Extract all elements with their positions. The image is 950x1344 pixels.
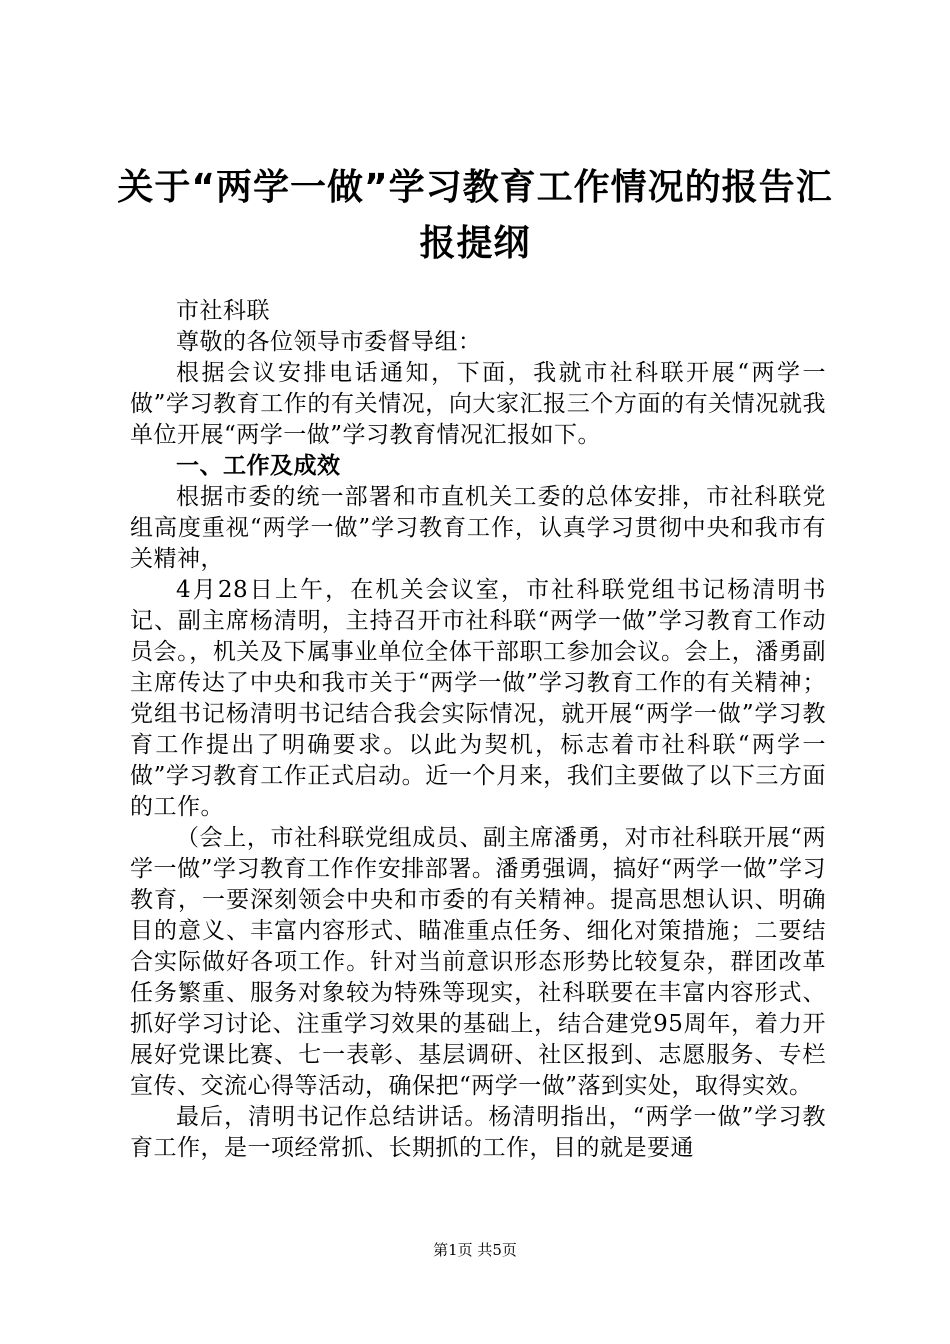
section-heading: 一、工作及成效 — [176, 453, 341, 479]
document-title: 关于“两学一做”学习教育工作情况的报告汇报提纲 — [117, 167, 833, 264]
paragraph: 最后，清明书记作总结讲话。杨清明指出，“两学一做”学习教育工作，是一项经常抓、长期抓的工作，目的就是要通 — [130, 1104, 826, 1161]
paragraph: 根据市委的统一部署和市直机关工委的总体安排，市社科联党组高度重视“两学一做”学习教育工作，认真学习贯彻中央和我市有关精神， — [130, 484, 826, 572]
document-body — [130, 296, 826, 1164]
paragraph: 根据会议安排电话通知，下面，我就市社科联开展“两学一做”学习教育工作的有关情况，向大家汇报三个方面的有关情况就我单位开展“两学一做”学习教育情况汇报如下。 — [130, 360, 826, 448]
salutation: 尊敬的各位领导市委督导组： — [176, 329, 482, 355]
organization-line: 市社科联 — [176, 298, 270, 324]
paragraph: 4月28日上午，在机关会议室，市社科联党组书记杨清明书记、副主席杨清明，主持召开市社科联“两学一做”学习教育工作动员会。，机关及下属事业单位全体干部职工参加会议。会上，潘勇副主席传达了中央和我市关于“两学一做”学习教育工作的有关精神；党组书记杨清明书记结合我会实际情况，就开展“两学一做”学习教育工作提出了明确要求。以此为契机，标志着市社科联“两学一做”学习教育工作正式启动。近一个月来，我们主要做了以下三方面的工作。 — [130, 577, 826, 820]
page-footer: 第1页 共5页 — [433, 1241, 517, 1259]
paragraph: （会上，市社科联党组成员、副主席潘勇，对市社科联开展“两学一做”学习教育工作作安排部署。潘勇强调，搞好“两学一做”学习教育，一要深刻领会中央和市委的有关精神。提高思想认识、明确目的意义、丰富内容形式、瞄准重点任务、细化对策措施；二要结合实际做好各项工作。针对当前意识形态形势比较复杂，群团改革任务繁重、服务对象较为特殊等现实，社科联要在丰富内容形式、抓好学习讨论、注重学习效果的基础上，结合建党95周年，着力开展好党课比赛、七一表彰、基层调研、社区报到、志愿服务、专栏宣传、交流心得等活动，确保把“两学一做”落到实处，取得实效。 — [130, 825, 826, 1099]
